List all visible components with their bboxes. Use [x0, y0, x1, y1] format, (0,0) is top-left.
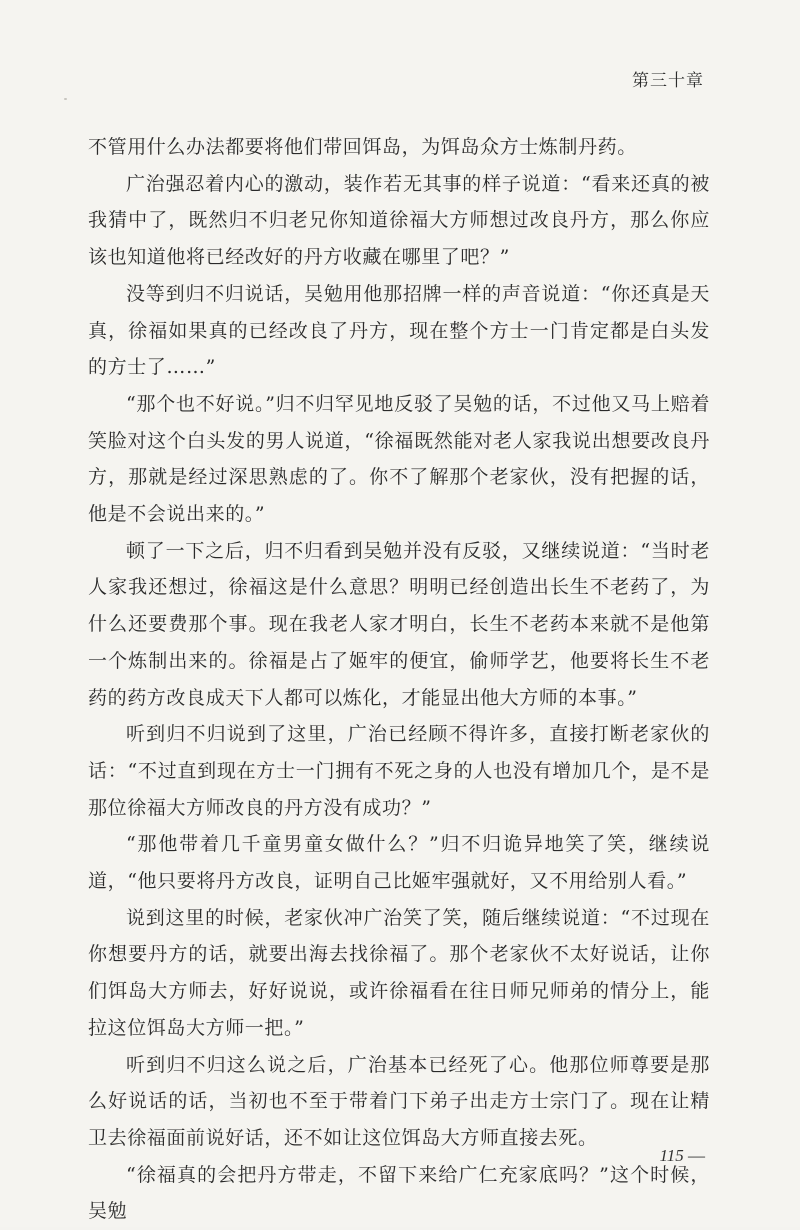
- page-footer: [660, 1146, 706, 1166]
- chapter-header: 第三十章: [632, 71, 704, 91]
- page-number-dash: —: [688, 1146, 705, 1165]
- paragraph: 听到归不归说到了这里，广治已经顾不得许多，直接打断老家伙的话：“不过直到现在方士一门拥有不死之身的人也没有增加几个，是不是那位徐福大方师改良的丹方没有成功？”: [88, 723, 710, 819]
- body-text: [88, 129, 710, 1230]
- scan-speck: [64, 98, 67, 100]
- paragraph: 听到归不归这么说之后，广治基本已经死了心。他那位师尊要是那么好说话的话，当初也不至于带着门下弟子出走方士宗门了。现在让精卫去徐福面前说好话，还不如让这位饵岛大方师直接去死。: [88, 1053, 710, 1149]
- paragraph: “徐福真的会把丹方带走，不留下来给广仁充家底吗？”这个时候，吴勉: [88, 1163, 710, 1223]
- paragraph: “那个也不好说。”归不归罕见地反驳了吴勉的话，不过他又马上赔着笑脸对这个白头发的男人说道，“徐福既然能对老人家我说出想要改良丹方，那就是经过深思熟虑的了。你不了解那个老家伙，没有把握的话，他是不会说出来的。”: [88, 392, 710, 526]
- paragraph: “那他带着几千童男童女做什么？”归不归诡异地笑了笑，继续说道，“他只要将丹方改良，证明自己比姬牢强就好，又不用给别人看。”: [88, 833, 710, 893]
- paragraph: 没等到归不归说话，吴勉用他那招牌一样的声音说道：“你还真是天真，徐福如果真的已经改良了丹方，现在整个方士一门肯定都是白头发的方士了……”: [88, 282, 710, 379]
- paragraph: 顿了一下之后，归不归看到吴勉并没有反驳，又继续说道：“当时老人家我还想过，徐福这是什么意思？明明已经创造出长生不老药了，为什么还要费那个事。现在我老人家才明白，长生不老药本来就不是他第一个炼制出来的。徐福是占了姬牢的便宜，偷师学艺，他要将长生不老药的药方改良成天下人都可以炼化，才能显出他大方师的本事。”: [88, 539, 710, 709]
- paragraph: 不管用什么办法都要将他们带回饵岛，为饵岛众方士炼制丹药。: [88, 136, 637, 158]
- page-number: 115: [659, 1146, 684, 1165]
- paragraph: 说到这里的时候，老家伙冲广治笑了笑，随后继续说道：“不过现在你想要丹方的话，就要出海去找徐福了。那个老家伙不太好说话，让你们饵岛大方师去，好好说说，或许徐福看在往日师兄师弟的情分上，能拉这位饵岛大方师一把。”: [88, 906, 710, 1039]
- paragraph: 广治强忍着内心的激动，装作若无其事的样子说道：“看来还真的被我猜中了，既然归不归老兄你知道徐福大方师想过改良丹方，那么你应该也知道他将已经改好的丹方收藏在哪里了吧？”: [88, 172, 710, 269]
